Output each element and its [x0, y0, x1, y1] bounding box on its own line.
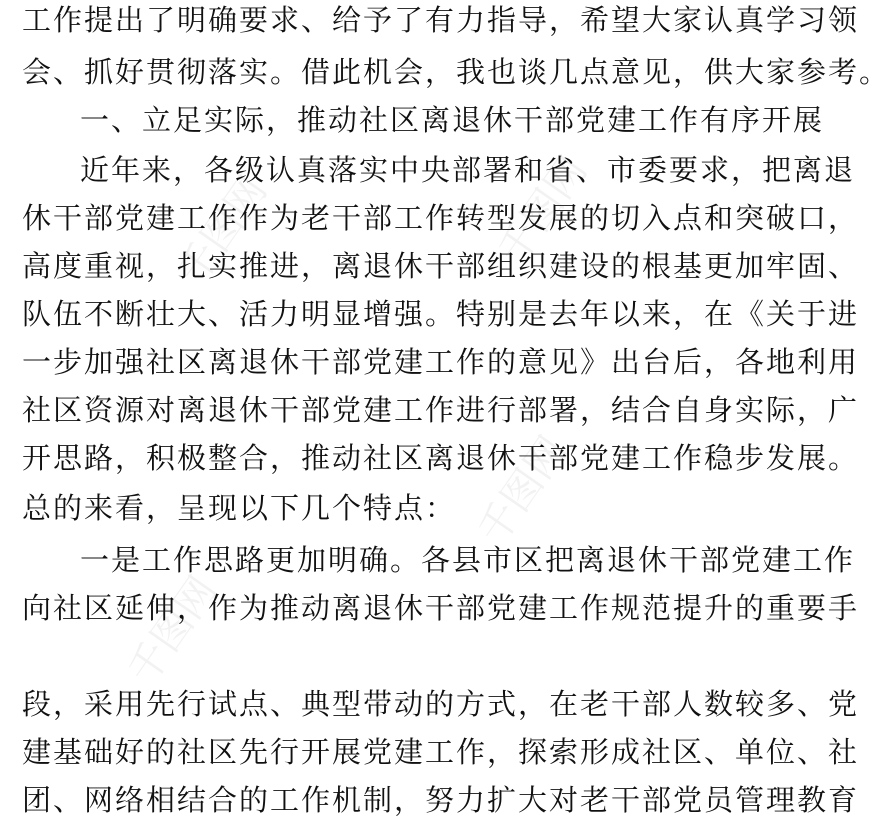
text-line: 一步加强社区离退休干部党建工作的意见》出台后，各地利用 [22, 345, 860, 379]
watermark-2: 千图网 [489, 148, 597, 273]
text-line: 开思路，积极整合，推动社区离退休干部党建工作稳步发展。 [22, 441, 860, 475]
watermark-4: 千图网 [119, 568, 227, 693]
text-line: 团、网络相结合的工作机制，努力扩大对老干部党员管理教育 [22, 783, 860, 817]
section-heading: 一、立足实际，推动社区离退休干部党建工作有序开展 [80, 103, 825, 137]
text-line: 向社区延伸，作为推动离退休干部党建工作规范提升的重要手 [22, 591, 860, 625]
text-line: 近年来，各级认真落实中央部署和省、市委要求，把离退 [80, 153, 856, 187]
text-line: 建基础好的社区先行开展党建工作，探索形成社区、单位、社 [22, 735, 860, 769]
text-line: 段，采用先行试点、典型带动的方式，在老干部人数较多、党 [22, 687, 860, 721]
text-line: 会、抓好贯彻落实。借此机会，我也谈几点意见，供大家参考。 [22, 55, 890, 89]
watermark-1: 千图网 [169, 168, 277, 293]
text-line: 工作提出了明确要求、给予了有力指导，希望大家认真学习领 [22, 3, 860, 37]
watermark-3: 千图网 [469, 428, 577, 553]
text-line: 社区资源对离退休干部党建工作进行部署，结合自身实际，广 [22, 393, 860, 427]
text-line: 高度重视，扎实推进，离退休干部组织建设的根基更加牢固、 [22, 249, 860, 283]
text-line: 一是工作思路更加明确。各县市区把离退休干部党建工作 [80, 543, 856, 577]
text-line: 总的来看，呈现以下几个特点： [22, 491, 457, 525]
text-line: 休干部党建工作作为老干部工作转型发展的切入点和突破口， [22, 201, 860, 235]
text-line: 队伍不断壮大、活力明显增强。特别是去年以来，在《关于进 [22, 297, 860, 331]
